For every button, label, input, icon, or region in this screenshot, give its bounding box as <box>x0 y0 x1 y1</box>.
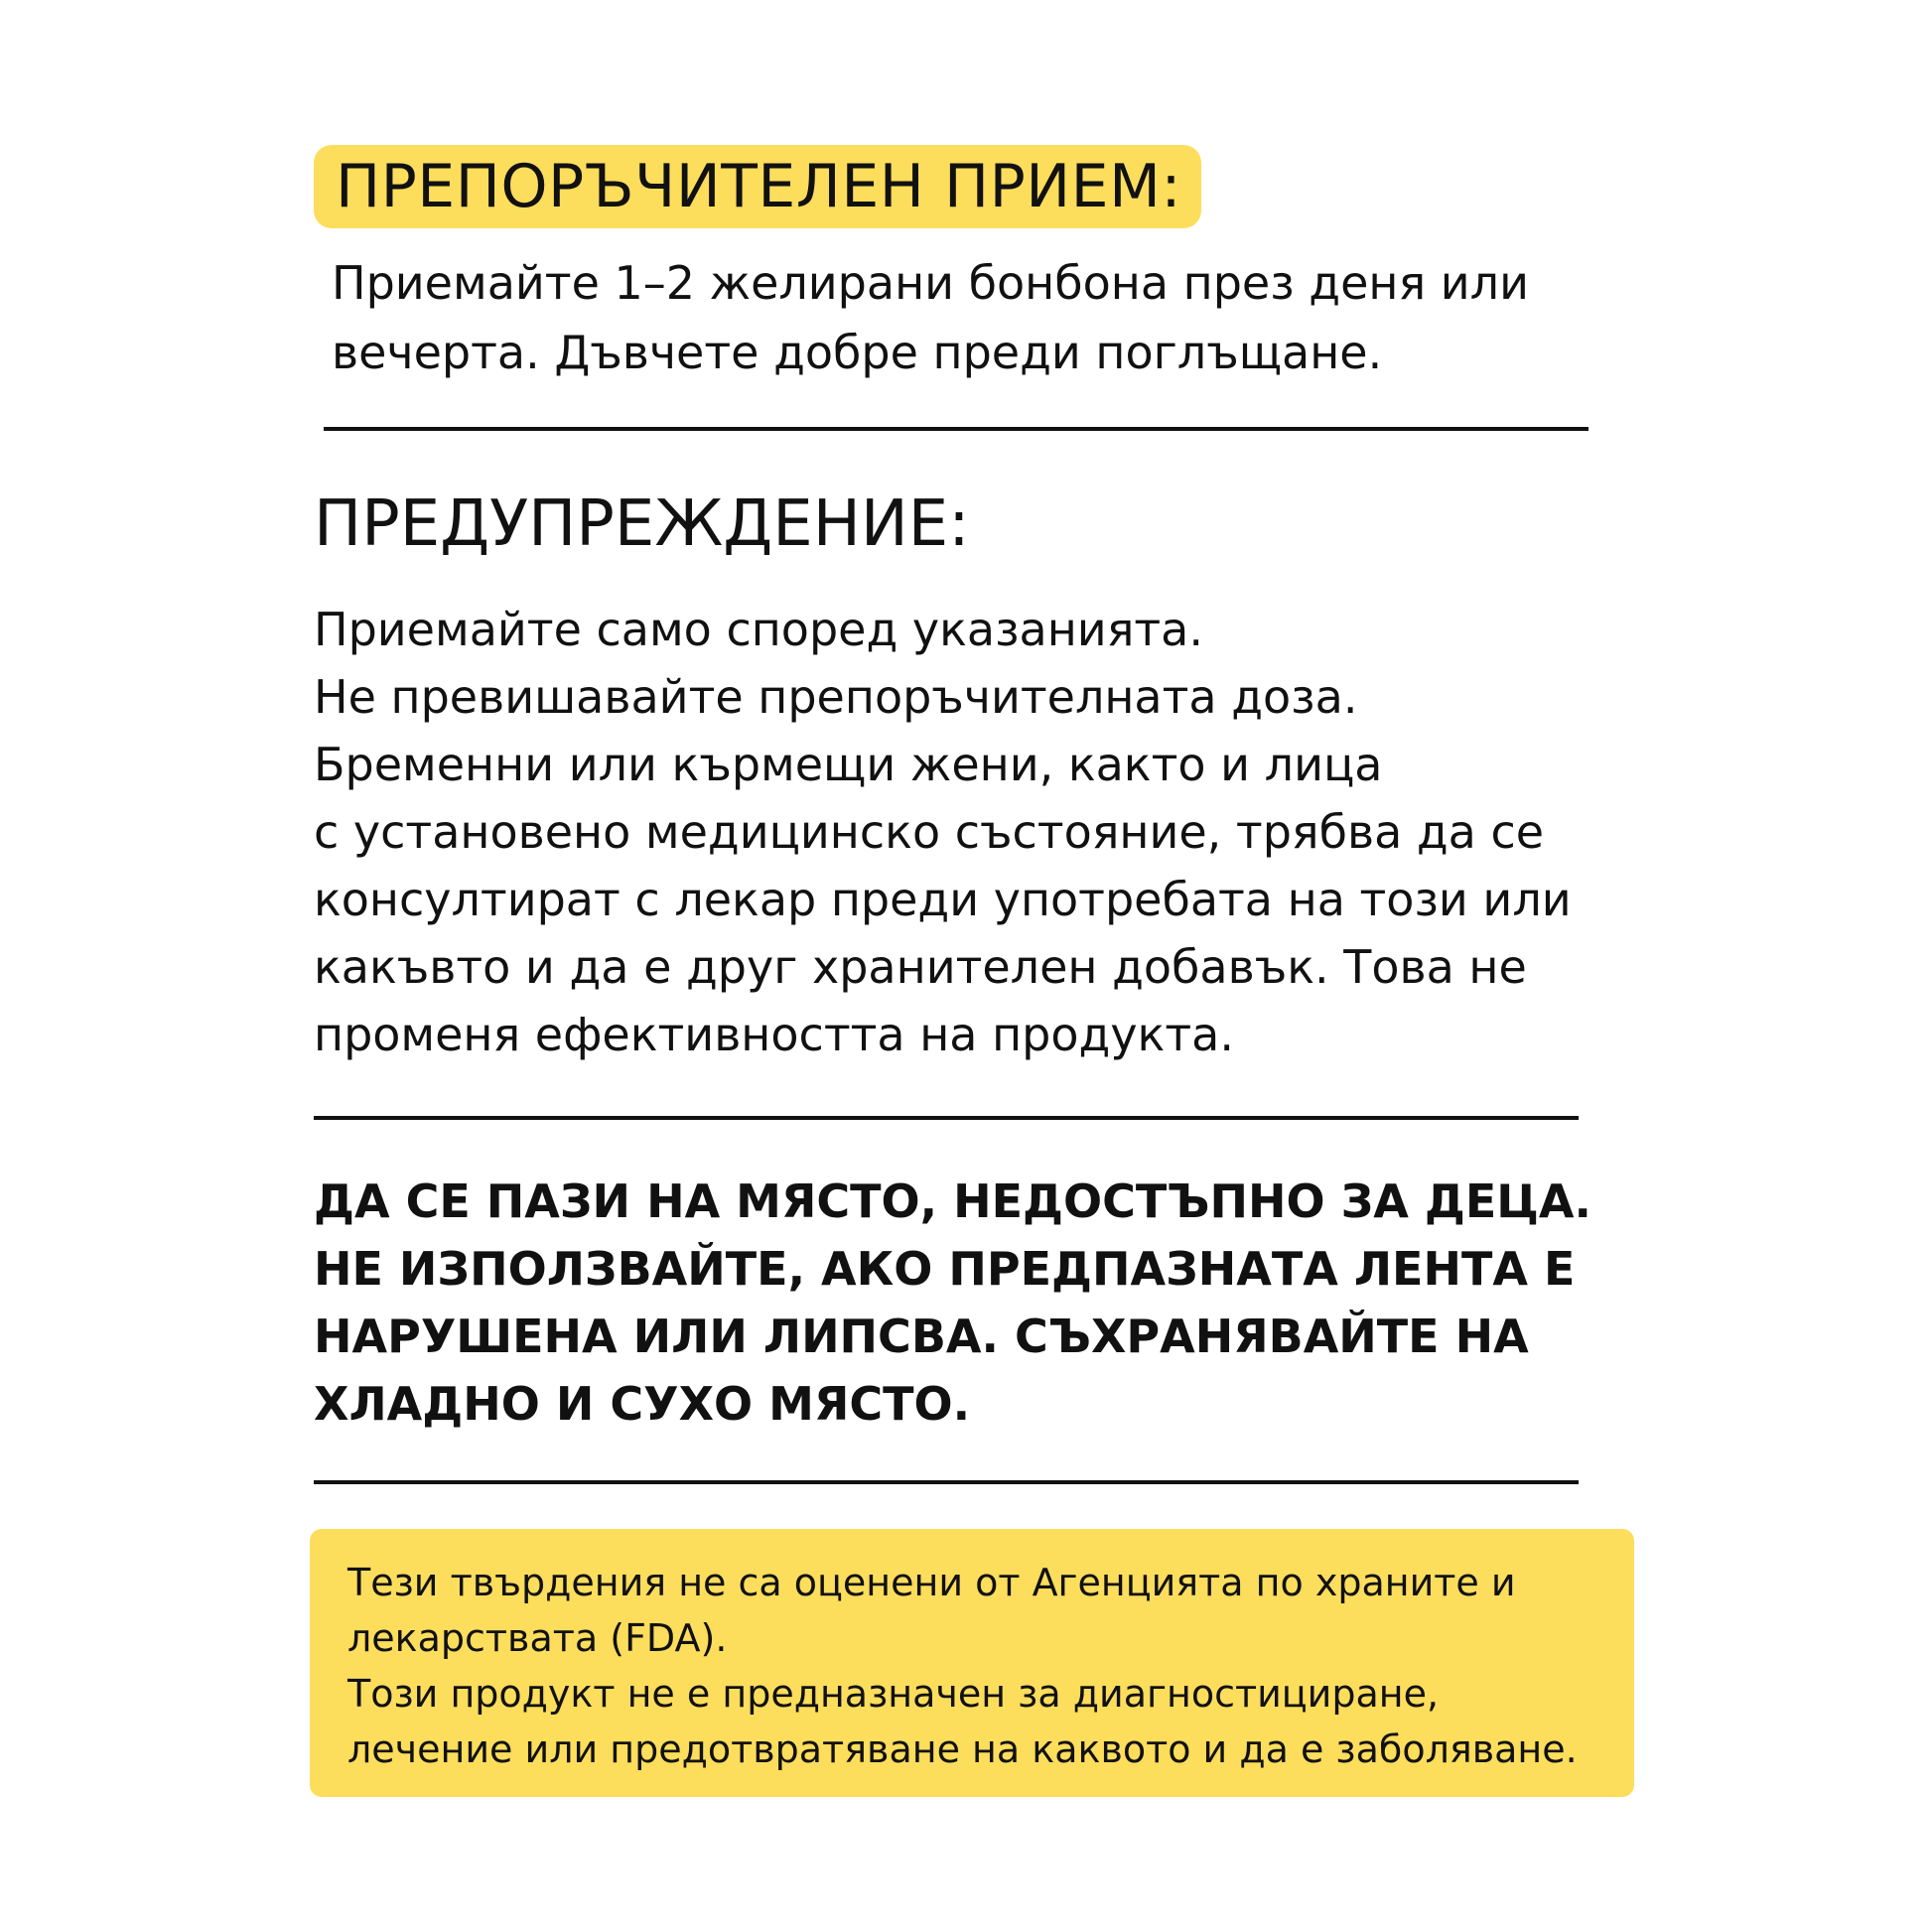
caution-line: ДА СЕ ПАЗИ НА МЯСТО, НЕДОСТЪПНО ЗА ДЕЦА. <box>314 1174 1592 1228</box>
section-divider <box>324 427 1588 431</box>
caution-line: НЕ ИЗПОЛЗВАЙТЕ, АКО ПРЕДПАЗНАТА ЛЕНТА Е <box>314 1242 1576 1296</box>
dosage-heading: ПРЕПОРЪЧИТЕЛЕН ПРИЕМ: <box>314 145 1201 228</box>
section-divider <box>314 1480 1579 1484</box>
warning-line: консултират с лекар преди употребата на този или <box>314 873 1572 926</box>
warning-heading: ПРЕДУПРЕЖДЕНИЕ: <box>314 487 970 561</box>
dosage-line: Приемайте 1–2 желирани бонбона през деня или <box>332 256 1529 310</box>
warning-line: с установено медицинско състояние, трябва да се <box>314 805 1545 859</box>
caution-line: НАРУШЕНА ИЛИ ЛИПСВА. СЪХРАНЯВАЙТЕ НА <box>314 1310 1529 1363</box>
warning-line: Не превишавайте препоръчителната доза. <box>314 670 1358 724</box>
disclaimer-line: Този продукт не е предназначен за диагностициране, <box>347 1672 1440 1716</box>
caution-line: ХЛАДНО И СУХО МЯСТО. <box>314 1377 971 1431</box>
dosage-line: вечерта. Дъвчете добре преди поглъщане. <box>332 326 1383 379</box>
warning-line: какъвто и да е друг хранителен добавък. Това не <box>314 940 1527 994</box>
warning-line: променя ефективността на продукта. <box>314 1008 1234 1061</box>
dosage-instructions <box>332 248 1612 387</box>
section-divider <box>314 1116 1579 1120</box>
disclaimer-line: лечение или предотвратяване на каквото и да е заболяване. <box>347 1727 1578 1771</box>
caution-text <box>314 1168 1624 1438</box>
warning-line: Бременни или кърмещи жени, както и лица <box>314 738 1383 791</box>
disclaimer-line: Тези твърдения не са оценени от Агенцията по храните и <box>347 1561 1516 1604</box>
disclaimer-text <box>347 1555 1598 1777</box>
warning-text <box>314 596 1624 1068</box>
warning-line: Приемайте само според указанията. <box>314 603 1203 656</box>
disclaimer-box <box>310 1529 1634 1797</box>
disclaimer-line: лекарствата (FDA). <box>347 1616 728 1660</box>
